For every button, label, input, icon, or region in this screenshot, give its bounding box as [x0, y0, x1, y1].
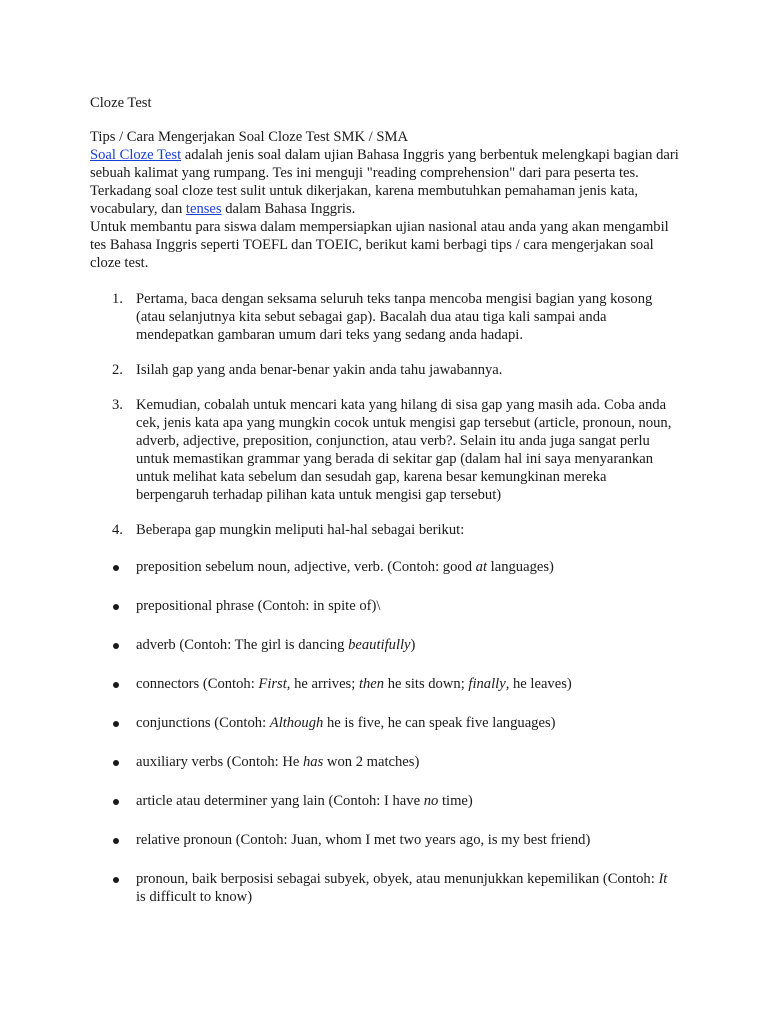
gap-item [90, 792, 680, 810]
soal-cloze-test-link[interactable]: Soal Cloze Test [90, 147, 182, 163]
step-item [90, 290, 680, 344]
gap-example-word: First [258, 676, 287, 692]
step-item [90, 396, 680, 504]
bullet-icon [113, 682, 119, 688]
gap-example-word: beautifully [348, 637, 411, 653]
document-page [90, 94, 680, 927]
gap-example-word: no [423, 793, 439, 809]
gap-text: auxiliary verbs (Contoh: He [136, 754, 303, 770]
gap-example-word: It [658, 871, 668, 887]
intro-paragraph-2: Untuk membantu para siswa dalam mempersiapkan ujian nasional atau anda yang akan mengambil tes Bahasa Inggris seperti TOEFL dan TOEIC, berikut kami berbagi tips / cara mengerjakan soal cloze test. [90, 219, 669, 271]
gap-text: relative pronoun (Contoh: Juan, whom I met two years ago, is my best friend) [136, 832, 591, 848]
step-item [90, 361, 680, 379]
step-number: 3. [112, 397, 123, 413]
gap-text: , he leaves) [505, 676, 572, 692]
gap-text: conjunctions (Contoh: [136, 715, 270, 731]
gap-item [90, 831, 680, 849]
step-text: Beberapa gap mungkin meliputi hal-hal sebagai berikut: [136, 522, 465, 538]
gap-item [90, 753, 680, 771]
gap-text: won 2 matches) [323, 754, 420, 770]
step-text: Kemudian, cobalah untuk mencari kata yang hilang di sisa gap yang masih ada. Coba anda cek, jenis kata apa yang mungkin cocok untuk mengisi gap tersebut (article, pronoun, noun, adverb, adjective, preposition, conjunction, atau verb?. Selain itu anda juga sangat perlu untuk memastikan grammar yang berada di sekitar gap (dalam hal ini saya menyarankan untuk melihat kata sebelum dan sesudah gap, karena besar kemungkinan mereka berpengaruh terhadap pilihan kata untuk mengisi gap tersebut) [136, 397, 672, 503]
tenses-link[interactable]: tenses [185, 201, 222, 217]
gap-item [90, 714, 680, 732]
step-number: 4. [112, 522, 123, 538]
gap-text: pronoun, baik berposisi sebagai subyek, obyek, atau menunjukkan kepemilikan (Contoh: [136, 871, 659, 887]
step-text: Isilah gap yang anda benar-benar yakin anda tahu jawabannya. [136, 362, 503, 378]
gap-text: , he arrives; [286, 676, 359, 692]
gap-text: is difficult to know) [136, 889, 253, 905]
gap-example-word: finally [468, 676, 506, 692]
gap-example-word: then [358, 676, 385, 692]
intro-paragraph [90, 146, 680, 218]
bullet-icon [113, 643, 119, 649]
gap-text: he sits down; [384, 676, 469, 692]
gap-text: adverb (Contoh: The girl is dancing [136, 637, 349, 653]
intro-text-1: adalah jenis soal dalam ujian Bahasa Inggris yang berbentuk melengkapi bagian dari sebuah kalimat yang rumpang. Tes ini menguji "reading comprehension" dari para peserta tes. Terkadang soal cloze test sulit untuk dikerjakan, karena membutuhkan pemahaman jenis kata, vocabulary, dan [90, 147, 679, 217]
gap-text: preposition sebelum noun, adjective, verb. (Contoh: good [136, 559, 476, 575]
gap-types-list [90, 558, 680, 906]
bullet-icon [113, 877, 119, 883]
bullet-icon [113, 721, 119, 727]
gap-example-word: at [475, 559, 488, 575]
bullet-icon [113, 760, 119, 766]
bullet-icon [113, 799, 119, 805]
subtitle: Tips / Cara Mengerjakan Soal Cloze Test SMK / SMA [90, 129, 409, 145]
gap-text: he is five, he can speak five languages) [323, 715, 556, 731]
steps-list [90, 290, 680, 539]
document-title: Cloze Test [90, 95, 152, 111]
gap-item [90, 870, 680, 906]
gap-item [90, 597, 680, 615]
gap-item [90, 636, 680, 654]
intro-text-2: dalam Bahasa Inggris. [221, 201, 356, 217]
gap-text: prepositional phrase (Contoh: in spite of)\ [136, 598, 381, 614]
gap-example-word: Although [269, 715, 324, 731]
step-number: 2. [112, 362, 123, 378]
gap-text: ) [410, 637, 416, 653]
gap-text: languages) [487, 559, 554, 575]
gap-text: time) [438, 793, 473, 809]
bullet-icon [113, 565, 119, 571]
gap-example-word: has [302, 754, 324, 770]
gap-item [90, 675, 680, 693]
step-number: 1. [112, 291, 123, 307]
step-text: Pertama, baca dengan seksama seluruh teks tanpa mencoba mengisi bagian yang kosong (atau selanjutnya kita sebut sebagai gap). Bacalah dua atau tiga kali sampai anda mendepatkan gambaran umum dari teks yang sedang anda hadapi. [136, 291, 653, 343]
gap-text: connectors (Contoh: [136, 676, 259, 692]
bullet-icon [113, 604, 119, 610]
bullet-icon [113, 838, 119, 844]
gap-item [90, 558, 680, 576]
step-item [90, 521, 680, 539]
gap-text: article atau determiner yang lain (Contoh: I have [136, 793, 424, 809]
